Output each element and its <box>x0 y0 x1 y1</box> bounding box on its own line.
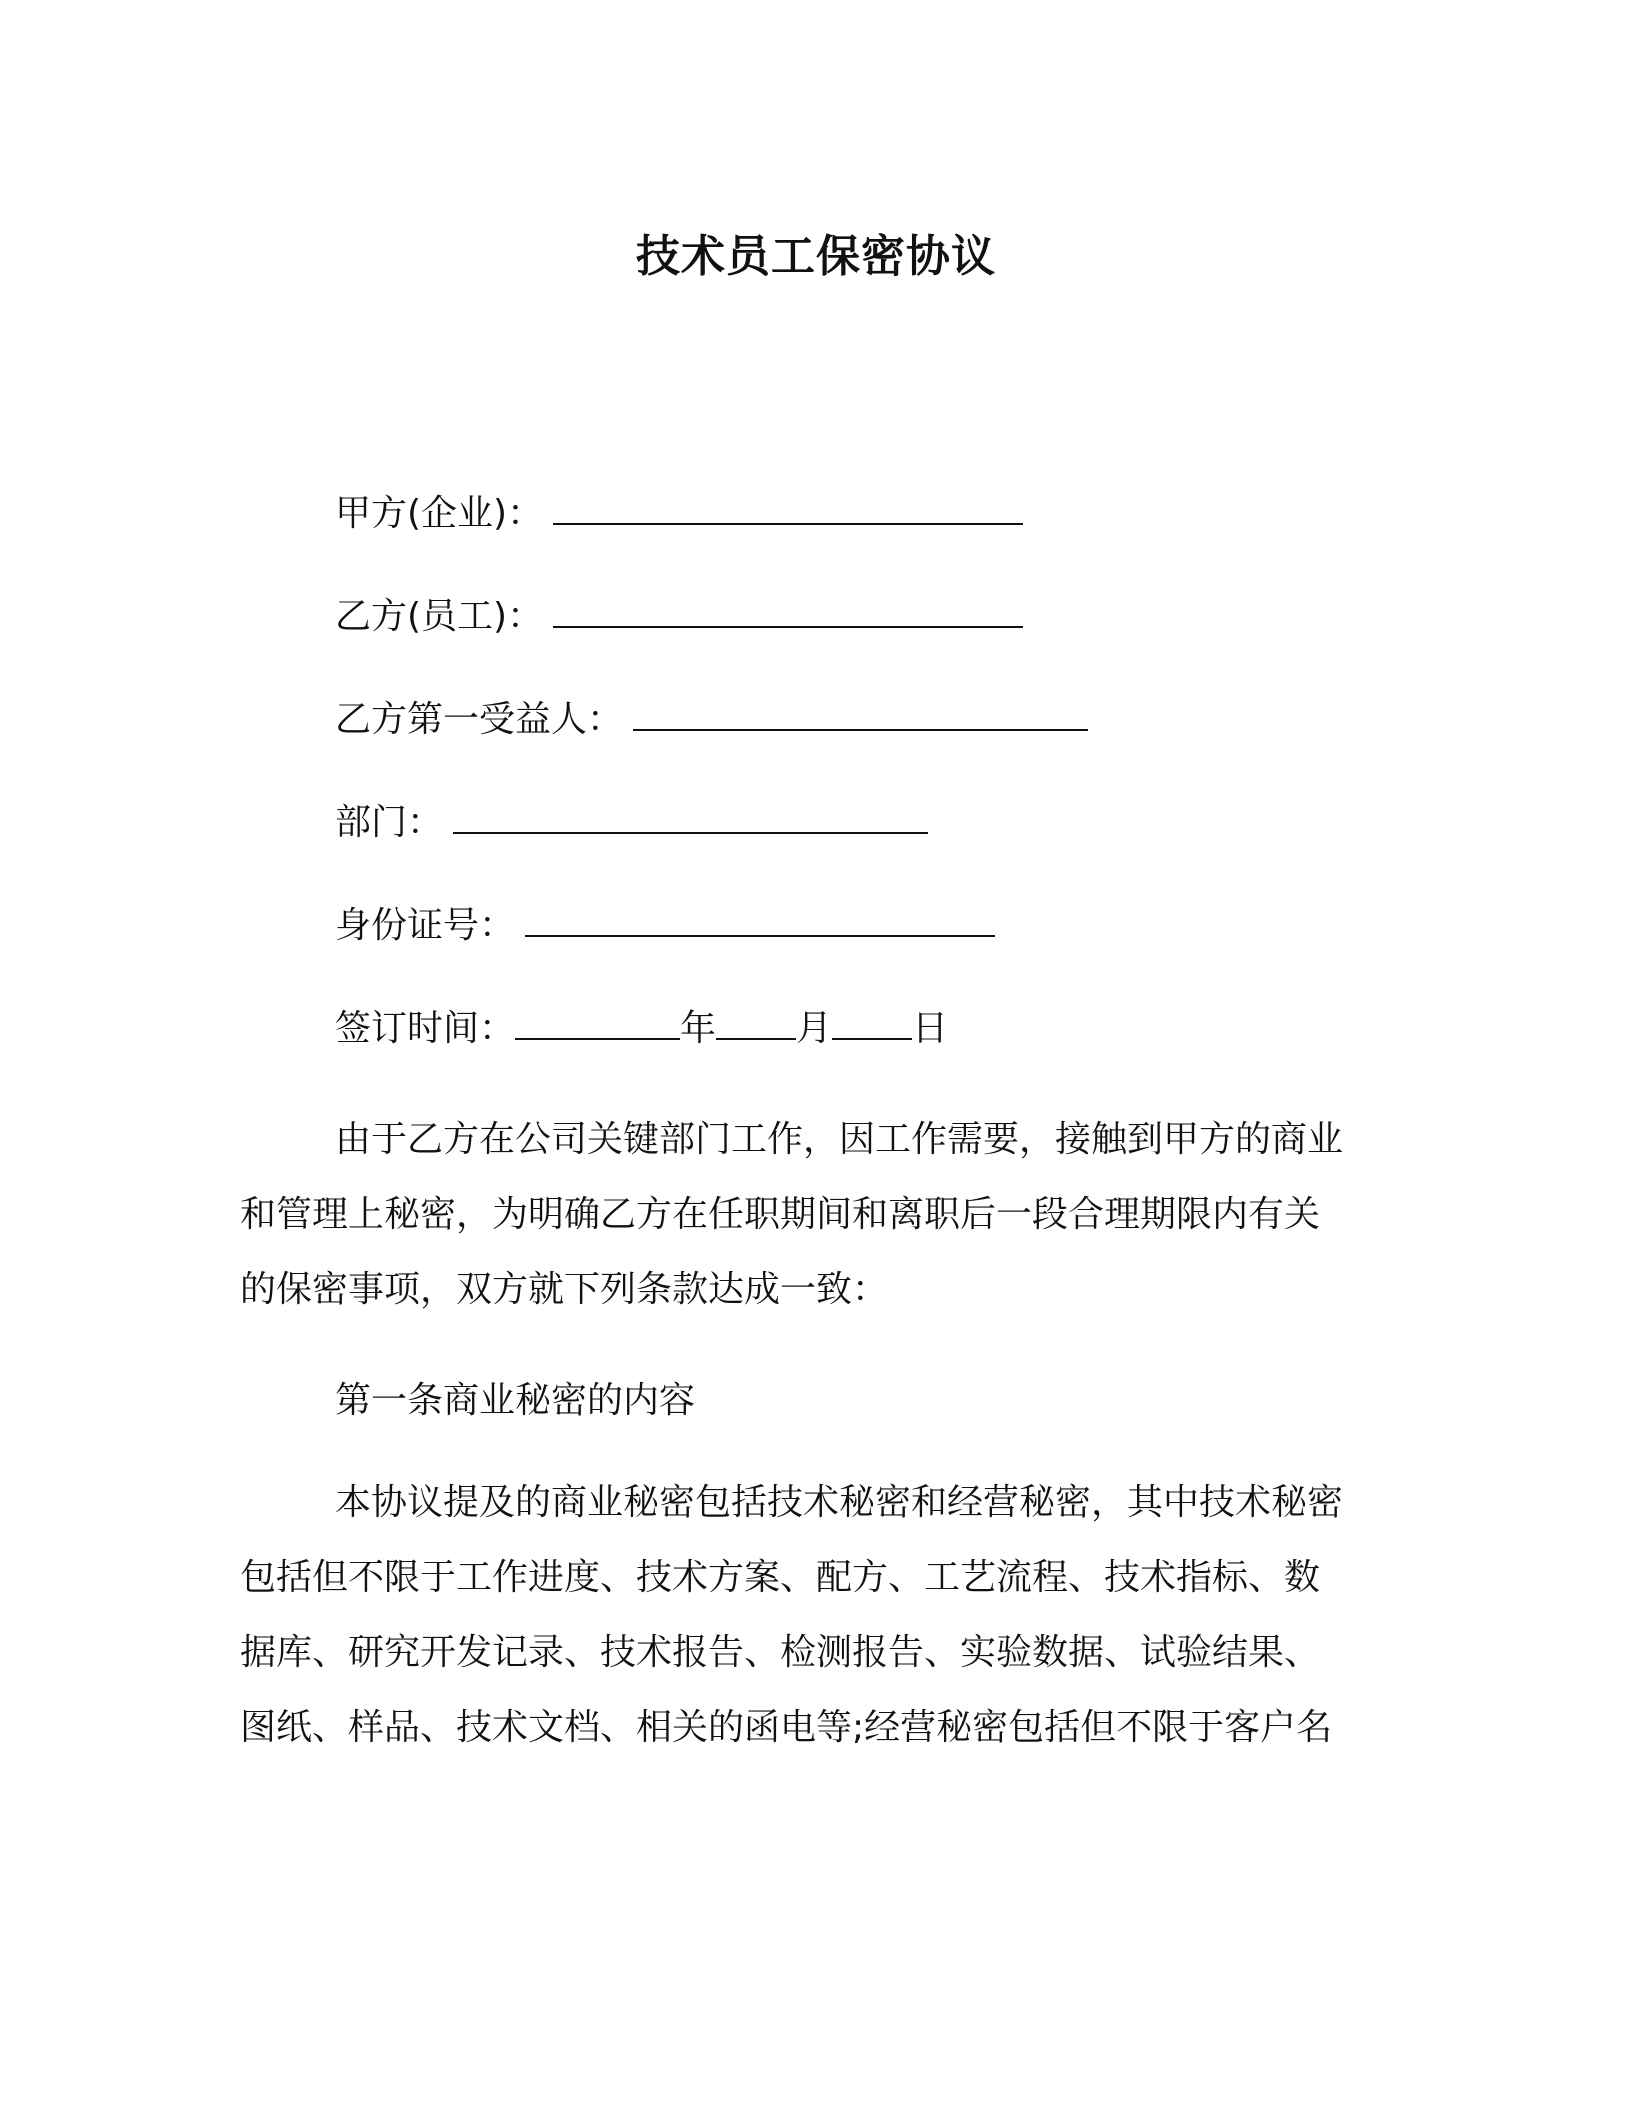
id-number-label: 身份证号： <box>335 905 516 946</box>
id-number-blank <box>525 899 995 937</box>
intro-line: 由于乙方在公司关键部门工作，因工作需要，接触到甲方的商业 <box>335 1119 1344 1160</box>
article-1-line: 包括但不限于工作进度、技术方案、配方、工艺流程、技术指标、数 <box>240 1557 1321 1598</box>
sign-time-field <box>335 1002 948 1055</box>
intro-line: 的保密事项，双方就下列条款达成一致： <box>240 1269 889 1310</box>
beneficiary-label: 乙方第一受益人： <box>335 699 624 740</box>
department-blank <box>453 796 928 834</box>
intro-line: 和管理上秘密，为明确乙方在任职期间和离职后一段合理期限内有关 <box>240 1194 1321 1235</box>
party-a-label: 甲方(企业)： <box>335 493 544 534</box>
year-blank <box>515 1002 680 1040</box>
party-b-field <box>335 590 1023 643</box>
article-1-line: 本协议提及的商业秘密包括技术秘密和经营秘密，其中技术秘密 <box>335 1482 1344 1523</box>
article-1-heading: 第一条商业秘密的内容 <box>335 1380 696 1421</box>
beneficiary-blank <box>633 693 1088 731</box>
department-label: 部门： <box>335 802 444 843</box>
department-field <box>335 796 928 849</box>
document-title: 技术员工保密协议 <box>636 231 996 282</box>
article-1-line: 据库、研究开发记录、技术报告、检测报告、实验数据、试验结果、 <box>240 1632 1321 1673</box>
id-number-field <box>335 899 995 952</box>
month-label: 月 <box>796 1008 833 1049</box>
day-label: 日 <box>912 1008 949 1049</box>
party-b-blank <box>553 590 1023 628</box>
month-blank <box>716 1002 796 1040</box>
party-a-blank <box>553 487 1023 525</box>
article-1-paragraph <box>240 1465 1380 1765</box>
party-b-label: 乙方(员工)： <box>335 596 544 637</box>
year-label: 年 <box>680 1008 717 1049</box>
party-a-field <box>335 487 1023 540</box>
intro-paragraph <box>240 1102 1380 1327</box>
beneficiary-field <box>335 693 1088 746</box>
article-1-line: 图纸、样品、技术文档、相关的函电等;经营秘密包括但不限于客户名 <box>240 1707 1333 1748</box>
sign-time-label: 签订时间： <box>335 1008 516 1049</box>
day-blank <box>832 1002 912 1040</box>
